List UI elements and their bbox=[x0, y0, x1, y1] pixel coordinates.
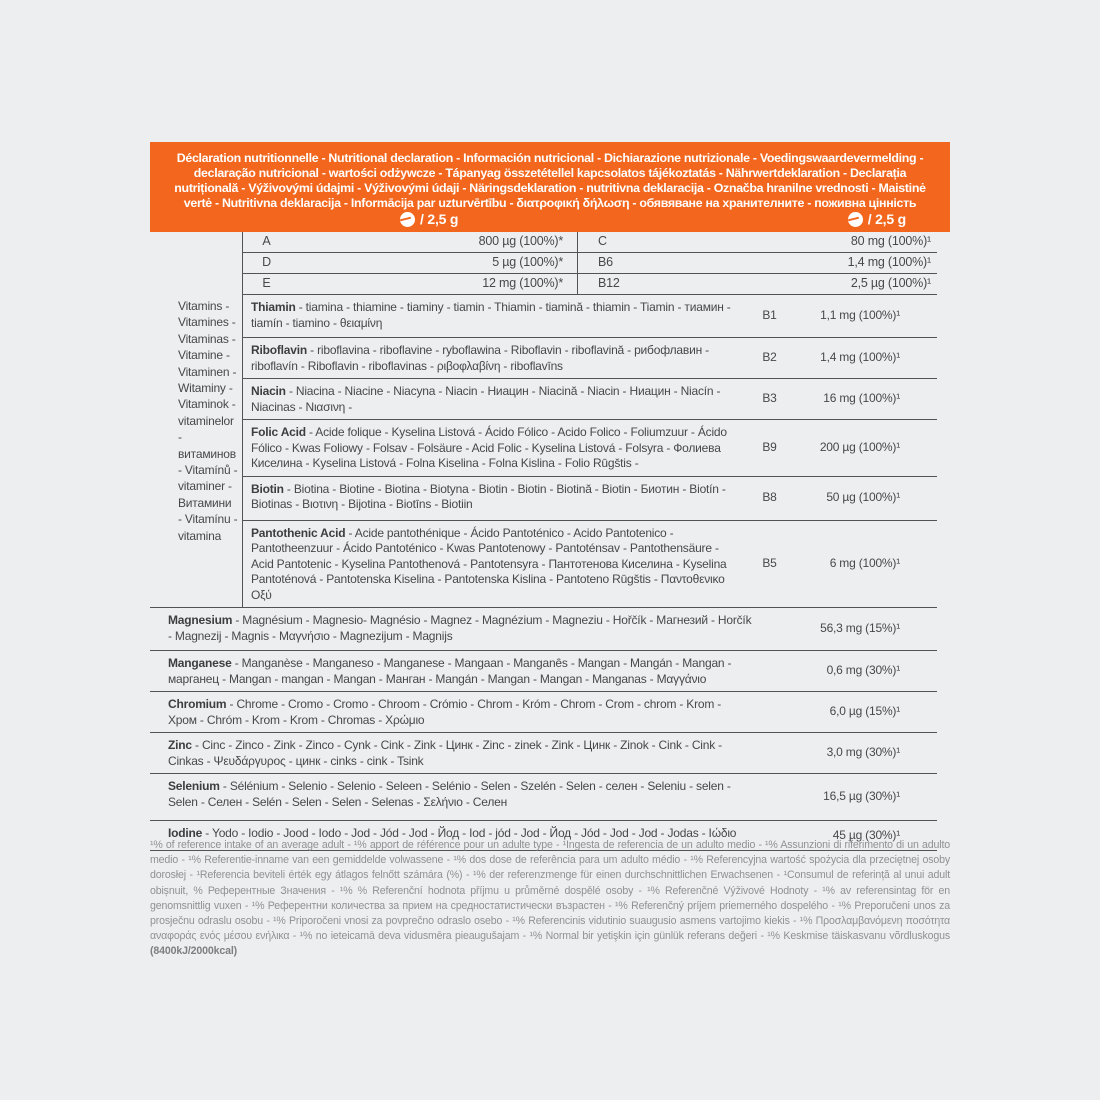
vitamin-name: Thiamin bbox=[251, 300, 296, 314]
table-row bbox=[243, 274, 937, 295]
vitamin-names bbox=[243, 521, 742, 608]
table-row bbox=[243, 379, 937, 420]
mineral-name: Iodine bbox=[168, 826, 203, 840]
vitamin-amount: 16 mg (100%)¹ bbox=[823, 391, 900, 406]
mineral-names bbox=[150, 608, 767, 650]
vitamins-row-header: Vitamins - Vitamines - Vitaminas - Vitamine - Vitaminen - Witaminy - Vitaminok - vitaminelor - витаминов - Vitamínů - vitaminer - Витамини - Vitamínu - vitamina bbox=[150, 232, 243, 607]
footnote-energy-value: (8400kJ/2000kcal) bbox=[150, 945, 237, 958]
serving-size-right bbox=[848, 209, 906, 229]
vitamin-code: A bbox=[262, 234, 271, 249]
vitamin-names bbox=[243, 420, 742, 476]
vitamin-amount: 6 mg (100%)¹ bbox=[829, 556, 900, 570]
table-row bbox=[150, 691, 937, 732]
table-row bbox=[243, 295, 937, 338]
vitamin-code: C bbox=[598, 234, 607, 249]
vitamin-code: D bbox=[262, 255, 271, 270]
tablet-icon bbox=[848, 212, 863, 227]
banner-multilingual-title: Déclaration nutritionnelle - Nutritional declaration - Información nutricional - Dichiarazione nutrizionale - Voedingswaardevermelding - declaração nutricional - wartości odżywcze - Tápanyag összetétellel kapcsolatos tájékoztatás - Nährwertdeklaration - Declarația nutrițională - Výživovými údajmi - Výživovými údaji - Näringsdeklaration - nutritivna deklaracija - Označba hranilne vrednosti - Maistinė vertė - Nutritivna deklaracija - Informācija par uzturvērtību - διατροφική δήλωση - обявяване на хранителните - поживна цінність bbox=[174, 151, 926, 210]
vitamin-names bbox=[243, 338, 742, 378]
vitamin-amount: 5 µg (100%)* bbox=[492, 255, 563, 270]
vitamin-code: B3 bbox=[762, 391, 777, 406]
vitamin-synonyms: - Acide folique - Kyselina Listová - Ácido Fólico - Acido Folico - Foliumzuur - Ácido Fólico - Kwas Foliowy - Folsav - Folsäure - Acid Folic - Kyselina Listová - Folsyra - Фолиева Киселина - Kyselina Listová - Folna Kiselina - Folna Kislina - Folio Rūgštis - bbox=[251, 425, 727, 470]
mineral-amount: 45 µg (30%)¹ bbox=[832, 827, 900, 842]
vitamin-code: B8 bbox=[762, 490, 777, 505]
mineral-name: Magnesium bbox=[168, 613, 233, 627]
table-row bbox=[150, 773, 937, 820]
mineral-synonyms: - Cinc - Zinco - Zink - Zinco - Cynk - Cink - Zink - Цинк - Zinc - zinek - Zink - Цинк - Zinok - Cink - Cink - Cinkas - Ψευδάργυρος - цинк - cinks - cink - Tsink bbox=[168, 738, 722, 768]
vitamin-name: Niacin bbox=[251, 384, 286, 398]
vitamin-amount: 2,5 µg (100%)¹ bbox=[850, 276, 931, 291]
nutrition-declaration-banner bbox=[150, 142, 950, 232]
footnote-text: ¹% of reference intake of an average adult - ¹% apport de référence pour un adulte type - ¹Ingesta de referencia de un adulto medio - ¹% Assunzioni di riferimento di un adulto medio - ¹% Referentie-inname van een gemiddelde volwassene - ¹% dos dose de referência para um adulto médio - ¹% Referencyjna wartość spożycia dla przeciętnej osoby dorosłej - ¹Referencia beviteli érték egy átlagos felnőtt számára (%) - ¹% der referenzmenge für einen durchschnittlichen Erwachsenen - ¹Consumul de referință al unui adult obișnuit, % Референтные Значения - ¹% % Referenční hodnota příjmu u průměrné dospělé osoby - ¹% Referenčné Výživové Hodnoty - ¹% av referensintag för en genomsnittlig vuxen - ¹% Референтни количества за прием на средностатистически възрастен - ¹% Referenčný príjem priemerného dospelého - ¹% Preporučeni unos za prosječnu odraslu osobu - ¹% Priporočeni vnosi za povprečno odraslo osebo - ¹% Referencinis vidutinio suaugusio asmens vartojimo kiekis - ¹% Προσλαμβανόμενη ποσότητα αναφοράς ενός μέσου ενήλικα - ¹% no ieteicamā deva vidusmēra pieaugušajam - ¹% Normal bir yetişkin için günlük referans değeri - ¹% Keskmise täiskasvanu võrdluskogus bbox=[150, 839, 950, 943]
vitamin-name: Biotin bbox=[251, 481, 284, 496]
mineral-name: Manganese bbox=[168, 656, 232, 670]
mineral-amount: 56,3 mg (15%)¹ bbox=[820, 621, 900, 636]
vitamin-amount: 80 mg (100%)¹ bbox=[850, 234, 931, 249]
vitamin-synonyms: - tiamina - thiamine - tiaminy - tiamin - Thiamin - tiamină - thiamin - Tiamin - тиамин - tiamín - tiamino - θειαμίνη bbox=[251, 300, 731, 330]
vitamin-code: B12 bbox=[598, 276, 620, 291]
mineral-synonyms: - Manganèse - Manganeso - Manganese - Mangaan - Manganês - Mangan - Mangán - Mangan - марганец - Mangan - mangan - Mangan - Манган - Mangán - Mangan - Mangan - Manganas - Μαγγάνιο bbox=[168, 656, 732, 686]
vitamin-synonyms: - Acide pantothénique - Ácido Pantoténico - Acido Pantotenico - Pantotheenzuur - Ácido Pantoténico - Kwas Pantotenowy - Pantoténsav - Pantothensäure - Acid Pantotenic - Kyselina Pantothenová - Pantotensyra - Пантотенова Киселина - Kyselina Pantoténová - Pantotenska Kiselina - Pantotenska Kislina - Pantoteno Rūgštis - Παντοθενικο Οξύ bbox=[251, 525, 727, 602]
vitamin-synonyms: - riboflavina - riboflavine - ryboflawina - Riboflavin - riboflavină - рибофлавин - riboflavín - Riboflavin - riboflavinas - ριβοφλαβίνη - riboflavīns bbox=[251, 343, 709, 373]
vitamin-amount: 1,1 mg (100%)¹ bbox=[820, 308, 900, 323]
mineral-synonyms: - Sélénium - Selenio - Selenio - Seleen - Selénio - Selen - Szelén - Selen - селен - Seleniu - selen - Selen - Селен - Selén - Selen - Selen - Selenas - Σελήνιο - Селен bbox=[168, 779, 731, 809]
vitamin-amount: 200 µg (100%)¹ bbox=[819, 440, 900, 454]
mineral-amount: 0,6 mg (30%)¹ bbox=[826, 663, 900, 678]
table-row bbox=[243, 253, 937, 274]
nutrition-table bbox=[150, 232, 937, 851]
vitamin-name: Riboflavin bbox=[251, 343, 308, 357]
vitamin-code: B1 bbox=[762, 308, 777, 323]
serving-size-left bbox=[400, 209, 458, 229]
table-row bbox=[243, 477, 937, 521]
mineral-name: Chromium bbox=[168, 697, 227, 711]
mineral-name: Zinc bbox=[168, 738, 192, 752]
vitamin-name: Folic Acid bbox=[251, 425, 306, 439]
mineral-names bbox=[150, 692, 767, 732]
mineral-amount: 6,0 µg (15%)¹ bbox=[829, 704, 900, 719]
vitamin-amount: 800 µg (100%)* bbox=[478, 234, 563, 249]
table-row bbox=[243, 338, 937, 379]
mineral-synonyms: - Chrome - Cromo - Cromo - Chroom - Crómio - Chrom - Króm - Chrom - Crom - chrom - Krom - Хром - Chróm - Krom - Krom - Chromas - Χρώμιο bbox=[168, 697, 722, 727]
reference-intake-footnote bbox=[150, 838, 950, 960]
vitamin-amount: 1,4 mg (100%)¹ bbox=[820, 350, 900, 365]
vitamin-code: B2 bbox=[762, 350, 777, 365]
table-row bbox=[243, 232, 937, 253]
mineral-synonyms: - Yodo - Iodio - Jood - Iodo - Jod - Jód - Jod - Йод - Iod - jód - Jod - Йод - Jód - Jod - Jod - Jodas - Ιώδιο bbox=[202, 826, 737, 840]
table-row-right bbox=[577, 253, 937, 273]
vitamins-section bbox=[150, 232, 937, 607]
minerals-section bbox=[150, 607, 937, 851]
mineral-name: Selenium bbox=[168, 779, 220, 793]
tablet-icon bbox=[400, 212, 415, 227]
vitamins-rows bbox=[243, 232, 937, 607]
vitamin-name: Pantothenic Acid bbox=[251, 525, 346, 540]
vitamin-amount: 1,4 mg (100%)¹ bbox=[847, 255, 931, 270]
mineral-names bbox=[150, 733, 767, 773]
serving-size-right-label: / 2,5 g bbox=[867, 211, 906, 227]
mineral-names bbox=[150, 651, 767, 691]
vitamin-names bbox=[243, 379, 742, 419]
vitamin-code: B9 bbox=[762, 440, 777, 454]
table-row-right bbox=[577, 232, 937, 252]
mineral-amount: 3,0 mg (30%)¹ bbox=[826, 745, 900, 760]
vitamin-code: B6 bbox=[598, 255, 613, 270]
table-row bbox=[150, 607, 937, 650]
mineral-amount: 16,5 µg (30%)¹ bbox=[823, 789, 900, 804]
vitamin-names bbox=[243, 295, 742, 337]
vitamin-amount: 50 µg (100%)¹ bbox=[826, 490, 900, 505]
table-row bbox=[150, 732, 937, 773]
serving-size-left-label: / 2,5 g bbox=[420, 211, 459, 227]
vitamin-code: B5 bbox=[762, 556, 777, 570]
mineral-names bbox=[150, 774, 767, 820]
vitamin-synonyms: - Niacina - Niacine - Niacyna - Niacin - Ниацин - Niacină - Niacin - Ниацин - Niacín - Niacinas - Νιασινη - bbox=[251, 384, 721, 414]
table-row bbox=[150, 650, 937, 691]
table-row bbox=[243, 521, 937, 608]
mineral-synonyms: - Magnésium - Magnesio- Magnésio - Magnez - Magnézium - Magneziu - Hořčík - Магнезий - Horčík - Magnezij - Magnis - Μαγνήσιο - Magnezijum - Magnijs bbox=[168, 613, 752, 643]
table-row bbox=[243, 420, 937, 477]
table-row-right bbox=[577, 274, 937, 294]
vitamin-amount: 12 mg (100%)* bbox=[482, 276, 563, 291]
vitamin-code: E bbox=[262, 276, 271, 291]
vitamin-names bbox=[243, 477, 742, 520]
vitamin-synonyms: - Biotina - Biotine - Biotina - Biotyna - Biotin - Biotin - Biotină - Biotin - Биотин - Biotín - Biotinas - Βιοτινη - Bijotina - Biotīns - Biotiin bbox=[251, 481, 726, 511]
